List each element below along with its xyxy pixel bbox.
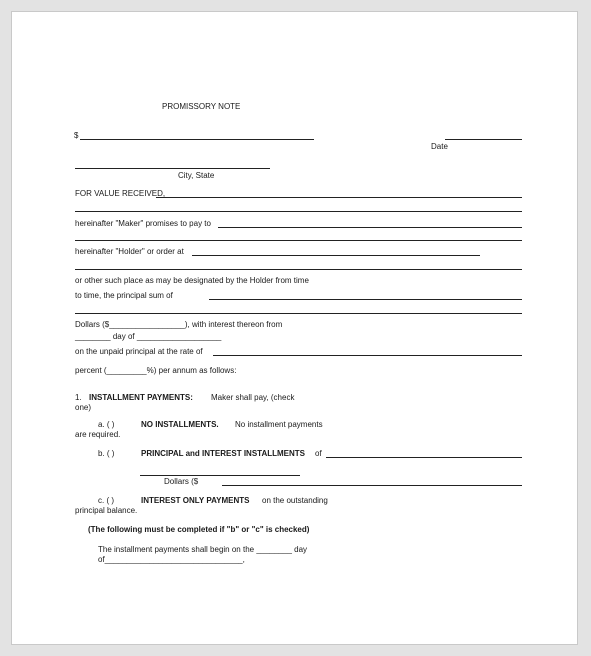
item-a-heading: NO INSTALLMENTS. <box>141 420 219 429</box>
holder-address-field[interactable] <box>192 255 480 256</box>
city-state-label: City, State <box>178 171 215 180</box>
following-note: (The following must be completed if "b" or "c" is checked) <box>88 525 310 534</box>
percent-text: percent (_________%) per annum as follows: <box>75 366 237 375</box>
installment-dollars-field[interactable] <box>222 485 522 486</box>
principal-sum-field-2[interactable] <box>75 313 522 314</box>
item-b-checkbox[interactable]: b. ( ) <box>98 449 115 458</box>
holder-name-field-2[interactable] <box>75 240 522 241</box>
item-b-dollars: Dollars ($ <box>164 477 199 486</box>
item-b-heading: PRINCIPAL and INTEREST INSTALLMENTS <box>141 449 306 458</box>
item-a-text: No installment payments <box>235 420 323 429</box>
rate-field[interactable] <box>213 355 522 356</box>
city-state-field[interactable] <box>75 168 270 169</box>
principal-sum-field[interactable] <box>209 299 522 300</box>
date-label: Date <box>431 142 448 151</box>
unpaid-text: on the unpaid principal at the rate of <box>75 347 203 356</box>
holder-name-field[interactable] <box>218 227 522 228</box>
item-c-cont: principal balance. <box>75 506 138 515</box>
item-1-number: 1. <box>75 393 82 402</box>
installment-amount-field[interactable] <box>326 457 522 458</box>
for-value-field[interactable] <box>156 197 522 198</box>
maker-name-field[interactable] <box>75 211 522 212</box>
item-1-heading: INSTALLMENT PAYMENTS: <box>89 393 193 402</box>
item-c-text: on the outstanding <box>262 496 328 505</box>
item-b-text: of <box>315 449 322 458</box>
holder-text: hereinafter "Holder" or order at <box>75 247 184 256</box>
of-text: of_______________________________, <box>98 555 245 564</box>
item-1-text: Maker shall pay, (check <box>211 393 295 402</box>
item-1-cont: one) <box>75 403 92 412</box>
item-a-cont: are required. <box>75 430 121 439</box>
dollars-text: Dollars ($_________________), with interest thereon from <box>75 320 283 329</box>
maker-text: hereinafter "Maker" promises to pay to <box>75 219 211 228</box>
installment-amount-field-2[interactable] <box>140 475 300 476</box>
holder-address-field-2[interactable] <box>75 269 522 270</box>
item-c-heading: INTEREST ONLY PAYMENTS <box>141 496 250 505</box>
for-value-text: FOR VALUE RECEIVED, <box>75 189 166 198</box>
item-c-checkbox[interactable]: c. ( ) <box>98 496 114 505</box>
day-of-text: ________ day of ___________________ <box>75 332 222 341</box>
amount-field[interactable] <box>80 139 314 140</box>
document-title: PROMISSORY NOTE <box>162 102 241 111</box>
item-a-checkbox[interactable]: a. ( ) <box>98 420 115 429</box>
dollar-sign: $ <box>74 131 79 140</box>
place-text-2: to time, the principal sum of <box>75 291 173 300</box>
begin-text: The installment payments shall begin on the ________ day <box>98 545 308 554</box>
date-field[interactable] <box>445 139 522 140</box>
place-text-1: or other such place as may be designated by the Holder from time <box>75 276 309 285</box>
